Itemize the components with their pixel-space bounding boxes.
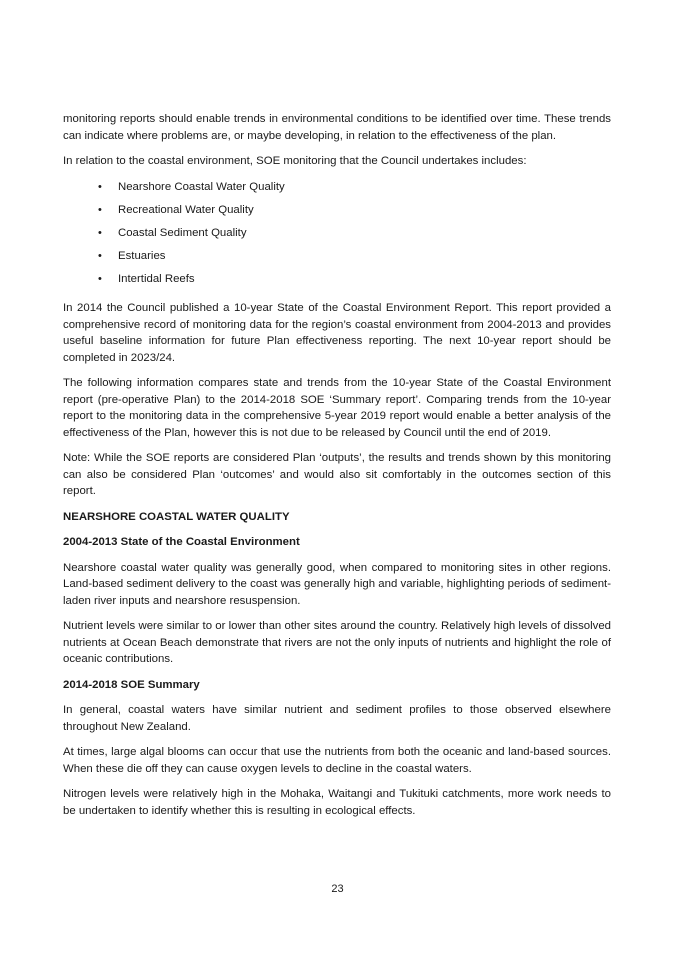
page-number: 23 [331, 883, 344, 895]
paragraph-2014-report: In 2014 the Council published a 10-year State of the Coastal Environment Report. This report provided a comprehensive record of monitoring data for the region’s coastal environment from 2004-2013 and provides useful baseline information for future Plan effectiveness reporting. The next 10-year report should be completed in 2023/24. [63, 302, 611, 364]
subheading-2004-2013: 2004-2013 State of the Coastal Environment [63, 536, 300, 549]
list-item: • Recreational Water Quality [63, 202, 611, 225]
bullet-icon: • [98, 250, 102, 263]
list-item: • Coastal Sediment Quality [63, 225, 611, 248]
paragraph-nitrogen-levels: Nitrogen levels were relatively high in the Mohaka, Waitangi and Tukituki catchments, more work needs to be undertaken to identify whether this is resulting in ecological effects. [63, 788, 611, 817]
paragraph-water-quality: Nearshore coastal water quality was generally good, when compared to monitoring sites in other regions. Land-based sediment delivery to the coast was generally high and variable, highlighting periods of sediment-laden river inputs and nearshore resuspension. [63, 561, 611, 607]
paragraph-soe-intro: In relation to the coastal environment, SOE monitoring that the Council undertakes includes: [63, 155, 527, 167]
section-heading-nearshore: NEARSHORE COASTAL WATER QUALITY [63, 510, 290, 523]
soe-monitoring-list [63, 179, 611, 295]
subheading-2014-2018: 2014-2018 SOE Summary [63, 678, 200, 691]
list-item: • Estuaries [63, 248, 611, 271]
paragraph-monitoring-trends: monitoring reports should enable trends in environmental conditions to be identified over time. These trends can indicate where problems are, or maybe developing, in relation to the effectiveness of the plan. [63, 113, 611, 142]
bullet-icon: • [98, 203, 102, 216]
paragraph-general-profiles: In general, coastal waters have similar nutrient and sediment profiles to those observed elsewhere throughout New Zealand. [63, 704, 611, 733]
list-item: • Intertidal Reefs [63, 271, 611, 294]
paragraph-algal-blooms: At times, large algal blooms can occur that use the nutrients from both the oceanic and land-based sources. When these die off they can cause oxygen levels to decline in the coastal waters. [63, 746, 611, 775]
paragraph-nutrient-levels: Nutrient levels were similar to or lower than other sites around the country. Relatively high levels of dissolved nutrients at Ocean Beach demonstrate that rivers are not the only inputs of nutrients and highlight the role of oceanic contributions. [63, 620, 611, 666]
bullet-icon: • [98, 180, 102, 193]
page-body [63, 111, 611, 828]
paragraph-note: Note: While the SOE reports are considered Plan ‘outputs’, the results and trends shown by this monitoring can also be considered Plan ‘outcomes’ and would also sit comfortably in the outcomes section of this report. [63, 452, 611, 498]
bullet-icon: • [98, 273, 102, 286]
bullet-icon: • [98, 226, 102, 239]
paragraph-comparison: The following information compares state and trends from the 10-year State of the Coastal Environment report (pre-operative Plan) to the 2014-2018 SOE ‘Summary report’. Comparing trends from the 10-year report to the monitoring data in the comprehensive 5-year 2019 report would enable a better analysis of the effectiveness of the Plan, however this is not due to be released by Council until the end of 2019. [63, 377, 611, 439]
list-item: • Nearshore Coastal Water Quality [63, 179, 611, 202]
